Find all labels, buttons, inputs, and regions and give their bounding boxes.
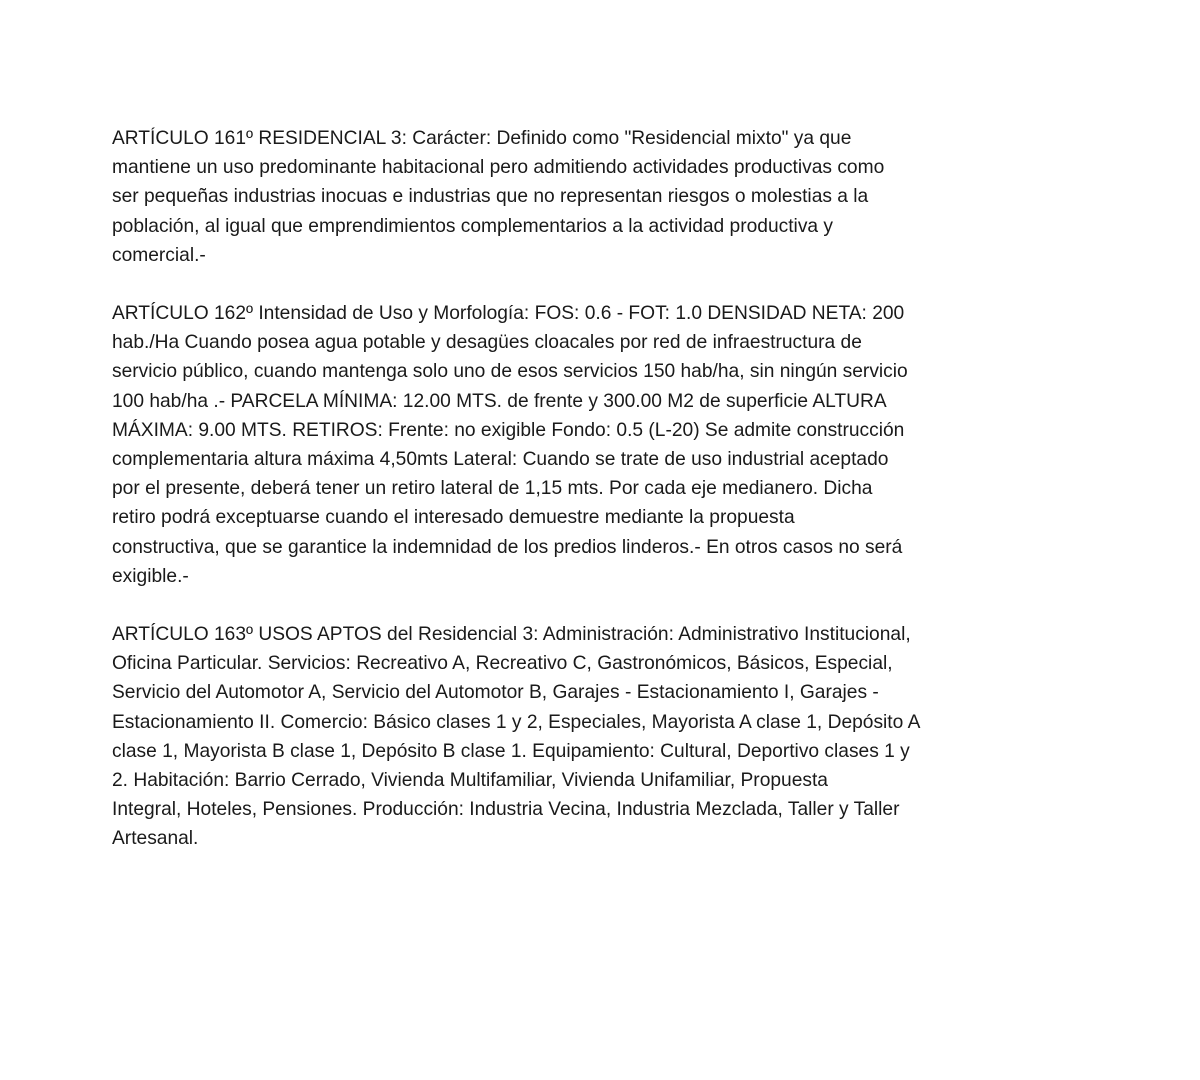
article-161 bbox=[112, 124, 1032, 270]
article-162 bbox=[112, 299, 1032, 591]
text-line: retiro podrá exceptuarse cuando el interesado demuestre mediante la propuesta bbox=[112, 507, 795, 529]
text-line: Oficina Particular. Servicios: Recreativo A, Recreativo C, Gastronómicos, Básicos, Especial, bbox=[112, 653, 893, 675]
text-line: complementaria altura máxima 4,50mts Lateral: Cuando se trate de uso industrial aceptado bbox=[112, 449, 889, 471]
text-line: 2. Habitación: Barrio Cerrado, Vivienda Multifamiliar, Vivienda Unifamiliar, Propuesta bbox=[112, 770, 828, 792]
text-line: por el presente, deberá tener un retiro lateral de 1,15 mts. Por cada eje medianero. Dicha bbox=[112, 478, 873, 500]
text-line: constructiva, que se garantice la indemnidad de los predios linderos.- En otros casos no será bbox=[112, 536, 903, 558]
text-line: ser pequeñas industrias inocuas e industrias que no representan riesgos o molestias a la bbox=[112, 186, 869, 208]
text-line: Integral, Hoteles, Pensiones. Producción: Industria Vecina, Industria Mezclada, Taller y Taller bbox=[112, 799, 900, 821]
text-line: MÁXIMA: 9.00 MTS. RETIROS: Frente: no exigible Fondo: 0.5 (L-20) Se admite construcción bbox=[112, 419, 905, 441]
text-line: Artesanal. bbox=[112, 828, 199, 850]
text-line: exigible.- bbox=[112, 565, 189, 587]
text-line: ARTÍCULO 161º RESIDENCIAL 3: Carácter: Definido como "Residencial mixto" ya que bbox=[112, 128, 852, 149]
text-line: servicio público, cuando mantenga solo uno de esos servicios 150 hab/ha, sin ningún servicio bbox=[112, 361, 908, 383]
text-line: 100 hab/ha .- PARCELA MÍNIMA: 12.00 MTS. de frente y 300.00 M2 de superficie ALTURA bbox=[112, 390, 887, 412]
text-line: mantiene un uso predominante habitacional pero admitiendo actividades productivas como bbox=[112, 157, 885, 179]
text-line: población, al igual que emprendimientos complementarios a la actividad productiva y bbox=[112, 215, 834, 237]
text-line: clase 1, Mayorista B clase 1, Depósito B clase 1. Equipamiento: Cultural, Deportivo clases 1 y bbox=[112, 740, 910, 762]
text-line: comercial.- bbox=[112, 244, 206, 266]
text-line: Servicio del Automotor A, Servicio del Automotor B, Garajes - Estacionamiento I, Garajes - bbox=[112, 682, 879, 704]
text-line: ARTÍCULO 163º USOS APTOS del Residencial 3: Administración: Administrativo Institucional, bbox=[112, 624, 911, 646]
text-line: hab./Ha Cuando posea agua potable y desagües cloacales por red de infraestructura de bbox=[112, 332, 862, 354]
text-line: ARTÍCULO 162º Intensidad de Uso y Morfología: FOS: 0.6 - FOT: 1.0 DENSIDAD NETA: 200 bbox=[112, 303, 905, 325]
article-163 bbox=[112, 620, 1032, 854]
text-line: Estacionamiento II. Comercio: Básico clases 1 y 2, Especiales, Mayorista A clase 1, Depósito A bbox=[112, 711, 921, 733]
document-body bbox=[112, 124, 1032, 883]
